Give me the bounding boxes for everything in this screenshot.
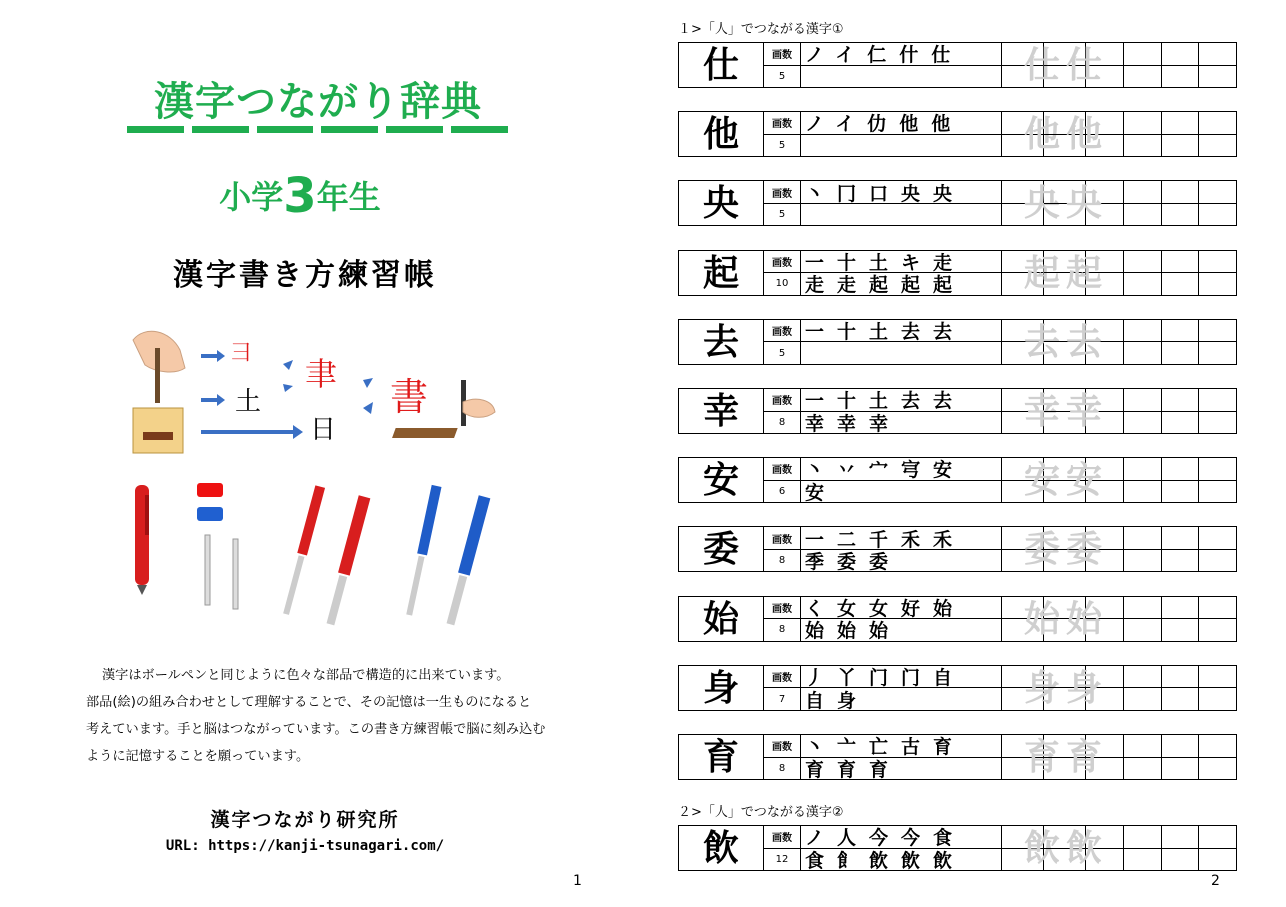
stroke-count-box [764,43,801,87]
kanji-model: 飲 [679,826,764,870]
ink-cup-icon [197,483,223,521]
stroke-order-box [801,112,1002,156]
stroke-count-label: 画数 [764,320,800,343]
kanji-practice-row [678,180,1237,226]
trace-guide-character: 委 [1023,529,1060,571]
blue-pen-body-icon [445,495,491,626]
kanji-practice-row [678,388,1237,434]
refill-icon [233,539,238,609]
stroke-order-row: ノイ仂他他 [801,112,1001,135]
intro-line: 考えています。手と脳はつながっています。この書き方練習帳で脳に刻み込む [86,722,546,737]
kanji-model: 育 [679,735,764,779]
kanji-practice-row [678,111,1237,157]
stroke-order-row: 走走起起起 [805,274,966,295]
organization-name: 漢字つながり研究所 [210,809,400,831]
stroke-order-box [801,666,1002,710]
stroke-count-value: 5 [778,139,786,151]
kanji-practice-row [678,825,1237,871]
stroke-count-value: 5 [778,347,786,359]
page-number: 2 [1211,873,1220,889]
stroke-count-box [764,251,801,295]
practice-cell[interactable] [1199,251,1236,295]
stroke-order-row: 始始始 [805,620,902,641]
stroke-count-value: 6 [778,485,786,497]
trace-cell[interactable] [1044,666,1102,710]
stroke-count-label: 画数 [764,666,800,689]
trace-cell[interactable] [1002,181,1060,225]
stroke-order-row: 育育育 [805,758,902,779]
stroke-order-row: 一十土去去 [801,389,1001,412]
stroke-count-value: 8 [778,762,786,774]
trace-cell[interactable] [1002,597,1060,641]
practice-cell[interactable] [1162,597,1200,641]
kanji-model: 始 [679,597,764,641]
stroke-order-row: ノイ仁什仕 [801,43,1001,66]
practice-cell[interactable] [1199,43,1236,87]
kanji-practice-row [678,734,1237,780]
trace-cell[interactable] [1002,320,1060,364]
stroke-order-row: 一十土去去 [801,320,1001,343]
practice-cell[interactable] [1124,251,1162,295]
stroke-order-row: 一二千禾禾 [801,527,1001,550]
grade-prefix: 小学 [219,178,284,216]
stroke-order-row [801,342,1001,364]
stroke-count-label: 画数 [764,251,800,274]
trace-cell[interactable] [1002,43,1060,87]
kanji-model: 仕 [679,43,764,87]
svg-text:日: 日 [310,415,337,445]
practice-cell[interactable] [1199,112,1236,156]
practice-cell[interactable] [1162,527,1200,571]
trace-cell[interactable] [1002,826,1060,870]
practice-cell[interactable] [1124,458,1162,502]
trace-cell[interactable] [1044,320,1102,364]
ballpoint-pen-illustration [125,475,505,640]
grade-label [190,168,410,224]
trace-cell[interactable] [1044,251,1102,295]
stroke-count-value: 12 [775,853,789,865]
stroke-count-box [764,320,801,364]
trace-guide-character: 去 [1065,321,1102,363]
kanji-practice-row [678,457,1237,503]
trace-guide-character: 育 [1065,737,1102,778]
kanji-practice-row [678,319,1237,365]
practice-cell[interactable] [1162,43,1200,87]
stroke-count-box [764,527,801,571]
practice-cell[interactable] [1162,458,1200,502]
stroke-order-row: 安 [805,481,838,503]
stroke-count-value: 5 [778,209,786,221]
kanji-practice-row [678,42,1237,88]
practice-cell[interactable] [1162,826,1200,870]
practice-cell[interactable] [1162,389,1200,433]
stroke-order-row: 丶亠亡古育 [801,735,1001,758]
stroke-count-value: 8 [778,624,786,636]
stroke-order-box [801,389,1002,433]
kanji-model: 他 [679,112,764,156]
stroke-count-box [764,458,801,502]
practice-cell[interactable] [1124,826,1162,870]
practice-cell[interactable] [1162,666,1200,710]
brush-icon [155,348,160,403]
stroke-count-box [764,112,801,156]
stroke-order-box [801,43,1002,87]
trace-cell[interactable] [1002,527,1060,571]
website-url[interactable]: URL: https://kanji-tsunagari.com/ [165,838,445,854]
trace-cell[interactable] [1002,458,1060,502]
practice-cell[interactable] [1124,112,1162,156]
trace-guide-character: 身 [1065,667,1102,709]
trace-guide-character: 幸 [1023,391,1060,432]
trace-cell[interactable] [1044,597,1102,641]
trace-guide-character: 安 [1023,460,1060,502]
stroke-order-box [801,527,1002,571]
stroke-order-row: 季委委 [805,551,902,572]
trace-cell[interactable] [1002,389,1060,433]
stroke-count-label: 画数 [764,597,800,620]
kanji-practice-row [678,596,1237,642]
kanji-practice-row [678,250,1237,296]
book-series-title: 漢字つながり辞典 [154,79,482,125]
practice-cell[interactable] [1162,735,1200,779]
trace-cell[interactable] [1044,458,1102,502]
kanji-model: 身 [679,666,764,710]
stroke-order-row: 食飠飲飲飲 [805,849,966,870]
practice-cell[interactable] [1124,597,1162,641]
stroke-order-row: 丿丫门门自 [801,666,1001,689]
trace-guide-character: 安 [1065,460,1102,502]
stroke-order-box [801,320,1002,364]
stroke-order-box [801,181,1002,225]
trace-cell[interactable] [1044,181,1102,225]
stroke-count-value: 7 [778,693,786,705]
stroke-order-row: 丶丷宀宆安 [801,458,1001,481]
trace-cell[interactable] [1044,112,1102,156]
stroke-order-row: 丶冂口央央 [801,181,1001,204]
disassembled-blue-pen-icon [404,485,441,616]
arrow-icons [201,350,373,439]
stroke-order-box [801,826,1002,870]
practice-cell[interactable] [1199,458,1236,502]
trace-cell[interactable] [1044,43,1102,87]
section-heading: ２>「人」でつながる漢字② [678,805,844,820]
trace-guide-character: 委 [1065,529,1102,571]
intro-line: 漢字はボールペンと同じように色々な部品で構造的に出来ています。 [102,668,510,683]
stroke-count-box [764,666,801,710]
stroke-count-box [764,735,801,779]
practice-cell[interactable] [1124,666,1162,710]
practice-cell[interactable] [1199,826,1236,870]
red-pen-icon [135,485,149,595]
trace-guide-character: 飲 [1023,828,1060,869]
page-number: 1 [573,873,582,889]
practice-cell[interactable] [1124,43,1162,87]
intro-line: 部品(絵)の組み合わせとして理解することで、その記憶は一生ものになると [86,695,532,710]
svg-text:土: 土 [235,387,262,417]
trace-guide-character: 身 [1023,667,1060,709]
trace-guide-character: 仕 [1023,45,1060,86]
svg-text:聿: 聿 [305,355,338,393]
stroke-count-box [764,826,801,870]
trace-cell[interactable] [1002,112,1060,156]
trace-guide-character: 起 [1065,252,1102,294]
stroke-count-label: 画数 [764,458,800,481]
stroke-count-value: 10 [775,278,789,290]
stroke-order-row [801,204,1001,226]
grade-suffix: 年生 [316,178,381,216]
red-pen-body-icon [325,495,371,626]
practice-cell[interactable] [1199,735,1236,779]
book-subtitle: 漢字書き方練習帳 [173,258,437,293]
box-icon [133,408,183,453]
stroke-order-row [801,135,1001,157]
practice-cell[interactable] [1124,181,1162,225]
stroke-count-box [764,597,801,641]
intro-line: ように記憶することを願っています。 [86,749,310,764]
kanji-model: 安 [679,458,764,502]
stroke-count-label: 画数 [764,43,800,66]
stroke-count-value: 8 [778,416,786,428]
practice-cell[interactable] [1199,320,1236,364]
trace-cell[interactable] [1044,826,1102,870]
practice-cell[interactable] [1199,527,1236,571]
stroke-order-box [801,251,1002,295]
trace-guide-character: 始 [1065,598,1102,640]
trace-cell[interactable] [1002,666,1060,710]
trace-guide-character: 去 [1023,321,1060,363]
stroke-order-row: く女女好始 [801,597,1001,620]
trace-guide-character: 飲 [1065,828,1102,869]
trace-cell[interactable] [1002,251,1060,295]
grade-number: 3 [283,168,317,224]
svg-text:書: 書 [390,375,429,419]
practice-cell[interactable] [1199,666,1236,710]
trace-guide-character: 起 [1023,252,1060,294]
trace-cell[interactable] [1044,389,1102,433]
stroke-order-row: 幸幸幸 [805,412,902,433]
practice-cell[interactable] [1124,389,1162,433]
stroke-order-row: ノ人今今食 [801,826,1001,849]
title-underline [127,126,508,133]
stroke-count-box [764,389,801,433]
kanji-practice-row [678,526,1237,572]
practice-cell[interactable] [1199,181,1236,225]
trace-cell[interactable] [1002,735,1060,779]
trace-guide-character: 他 [1065,114,1102,156]
stroke-count-box [764,181,801,225]
stroke-count-label: 画数 [764,826,800,849]
stroke-count-label: 画数 [764,735,800,758]
practice-cell[interactable] [1124,320,1162,364]
kanji-model: 幸 [679,389,764,433]
svg-text:彐: 彐 [230,341,253,366]
trace-cell[interactable] [1044,527,1102,571]
stroke-order-box [801,597,1002,641]
stroke-order-row: 一十土キ走 [801,251,1001,274]
kanji-model: 委 [679,527,764,571]
practice-cell[interactable] [1124,527,1162,571]
writing-hand-icon [463,399,495,417]
stroke-order-row [801,66,1001,88]
kanji-composition-illustration [125,320,505,460]
stroke-count-label: 画数 [764,181,800,204]
trace-cell[interactable] [1044,735,1102,779]
stroke-order-box [801,458,1002,502]
practice-cell[interactable] [1162,181,1200,225]
practice-cell[interactable] [1124,735,1162,779]
refill-icon [205,535,210,605]
stroke-order-box [801,735,1002,779]
trace-guide-character: 育 [1023,737,1060,778]
trace-guide-character: 央 [1065,183,1102,225]
intro-paragraph [86,662,586,770]
stroke-count-label: 画数 [764,389,800,412]
trace-guide-character: 他 [1023,114,1060,156]
practice-cell[interactable] [1162,112,1200,156]
practice-cell[interactable] [1199,597,1236,641]
kanji-model: 央 [679,181,764,225]
board-icon [392,428,458,438]
practice-cell[interactable] [1199,389,1236,433]
kanji-practice-row [678,665,1237,711]
trace-guide-character: 幸 [1065,391,1102,432]
practice-page [643,0,1286,907]
kanji-model: 去 [679,320,764,364]
kanji-model: 起 [679,251,764,295]
stroke-order-row: 自身 [805,689,870,710]
disassembled-red-pen-icon [281,485,325,615]
stroke-count-value: 8 [778,555,786,567]
trace-guide-character: 始 [1023,598,1060,640]
practice-cell[interactable] [1162,251,1200,295]
trace-guide-character: 央 [1023,183,1060,225]
stroke-count-label: 画数 [764,527,800,550]
section-heading: １>「人」でつながる漢字① [678,22,844,37]
trace-guide-character: 仕 [1065,45,1102,86]
stroke-count-label: 画数 [764,112,800,135]
practice-cell[interactable] [1162,320,1200,364]
stroke-count-value: 5 [778,70,786,82]
